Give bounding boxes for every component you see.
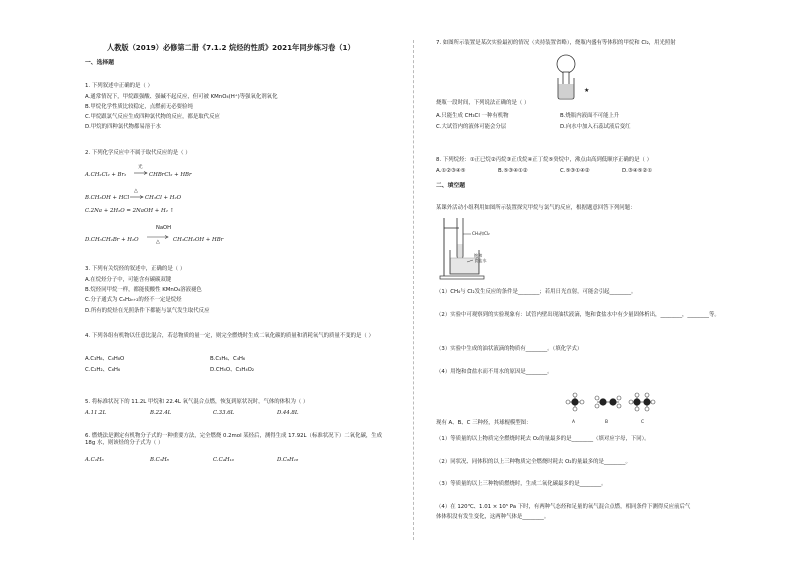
q5-option-d: D.44.8L bbox=[277, 410, 299, 416]
q9-stand-base bbox=[440, 276, 484, 279]
page-title: 人教版（2019）必修第二册《7.1.2 烷烃的性质》2021年同步练习卷（1） bbox=[107, 43, 355, 52]
q5-option-c: C.33.6L bbox=[213, 410, 235, 416]
q9-label-gas: CH₄和Cl₂ bbox=[472, 231, 490, 236]
q2-option-a-right: CHBrCl₂ + HBr bbox=[149, 172, 192, 178]
q6-option-a: A.C₂H₆ bbox=[85, 457, 104, 463]
q8-stem: 8. 下列烷烃：①正已烷②丙烷③正戊烷④正丁烷⑤癸烷中，沸点由高到低顺序正确的是（ ） bbox=[436, 157, 653, 163]
q3-option-a: A.在烷烃分子中，可能含有碳碳双键 bbox=[85, 277, 172, 283]
q3-option-d: D.所有的烷烃在光照条件下都能与氯气发生取代反应 bbox=[85, 308, 210, 314]
q2-option-d-condition: NaOH bbox=[156, 225, 172, 231]
q1-stem: 1. 下列叙述中正确的是（ ） bbox=[85, 83, 153, 89]
q10-part-4-line-2: 体体积没有发生变化，这两种气体是________。 bbox=[436, 514, 550, 520]
q2-option-d-left: D.CH₃CH₂Br + H₂O bbox=[85, 237, 139, 243]
q2-option-d-heat: △ bbox=[156, 239, 160, 245]
model-c bbox=[629, 393, 655, 411]
q7-flask bbox=[557, 55, 575, 73]
q7-stem bbox=[436, 100, 781, 107]
model-label-a: A bbox=[572, 420, 576, 425]
q2-option-b-right: CH₃Cl + H₂O bbox=[145, 195, 182, 201]
q2-option-d-right: CH₃CH₂OH + HBr bbox=[173, 237, 224, 243]
q8-option-d: D.③④⑤②① bbox=[622, 168, 653, 174]
q3-stem: 3. 下列有关烷烃的叙述中，正确的是（ ） bbox=[85, 266, 186, 272]
q2-option-a-condition: 光 bbox=[138, 165, 143, 170]
model-a bbox=[566, 393, 584, 411]
q9-tube-liquid bbox=[458, 244, 463, 258]
q1-option-c: C.甲烷跟氯气反应生成四种氯代物的反应，都是取代反应 bbox=[85, 114, 220, 120]
q6-option-b: B.C₃H₈ bbox=[150, 457, 169, 463]
q7-stem-text: 7. 如图所示装置是某次实验最初的情况（夹持装置省略），烧瓶内盛有等体积的甲烷和 Cl₂，用光照射 bbox=[436, 40, 676, 46]
q4-option-c: C.C₂H₂、C₆H₆ bbox=[85, 367, 121, 373]
q9-label-water-2: 食盐水 bbox=[474, 258, 487, 263]
q9-part-4: （4）用饱和食盐水而不用水的原因是________。 bbox=[436, 369, 553, 375]
q10-part-3: （3）等质量的以上三种物质燃烧时，生成二氧化碳最多的是________。 bbox=[436, 481, 607, 487]
q1-option-d: D.甲烷的四种氯代物都易溶于水 bbox=[85, 124, 161, 130]
q2-option-a-arrow bbox=[134, 171, 148, 175]
q6-option-c: C.C₄H₁₀ bbox=[213, 457, 234, 463]
q8-option-c: C.⑤③①④② bbox=[560, 168, 590, 174]
q2-option-b-arrow bbox=[130, 195, 144, 199]
q10-intro: 现有 A、B、C 三种烃，其球棍模型图： bbox=[436, 420, 532, 426]
q7-option-d: D.向水中加入石蕊试液后变红 bbox=[560, 124, 631, 130]
q5-option-a: A.11.2L bbox=[85, 410, 107, 416]
q7-stem-continued: 烧瓶一段时间，下列说法正确的是（ ） bbox=[436, 100, 530, 106]
right-column bbox=[436, 0, 781, 561]
section-heading-fill: 二、填空题 bbox=[436, 183, 465, 189]
q7-liquid bbox=[559, 84, 574, 98]
q2-option-b-condition: △ bbox=[134, 188, 138, 194]
q10-part-1: （1）等质量的以上物质完全燃烧时耗去 O₂的量最多的是________（填对应字母，下同）。 bbox=[436, 436, 650, 442]
q4-option-d: D.CH₄O、C₃H₄O₂ bbox=[210, 367, 255, 373]
q6-option-d: D.C₈H₁₈ bbox=[277, 457, 299, 463]
q2-option-a-left: A.CH₂Cl₂ + Br₂ bbox=[85, 172, 127, 178]
q8-option-b: B.⑤③④①② bbox=[498, 168, 528, 174]
q1-option-b: B.甲烷化学性质比较稳定，点燃前无必要验纯 bbox=[85, 104, 193, 110]
q5-stem: 5. 将标准状况下的 11.2L 甲烷和 22.4L 氧气混合点燃，恢复到原状况时，气体的体积为（ ） bbox=[85, 399, 309, 405]
q9-part-2: （2）实验中可观察到的实验现象有：试管内壁出现油状液滴，饱和食盐水中有少量固体析出，________，________等。 bbox=[436, 312, 720, 318]
q7-apparatus-figure bbox=[546, 51, 606, 99]
q4-stem: 4. 下列各组有机物以任意比混合，若总物质的量一定，则完全燃烧时生成二氧化碳的质量和消耗氧气的质量不变的是（ ） bbox=[85, 333, 374, 339]
model-b bbox=[595, 396, 621, 408]
q3-option-c: C.分子通式为 CₙH₂ₙ₊₂的烃不一定是烷烃 bbox=[85, 297, 182, 303]
q9-part-1: （1）CH₄与 Cl₂发生反应的条件是________；若用日光直射，可能会引起________。 bbox=[436, 289, 637, 295]
q2-stem: 2. 下列化学反应中不属于取代反应的是（ ） bbox=[85, 150, 191, 156]
column-divider bbox=[413, 40, 414, 540]
q8-option-a: A.①②③④⑤ bbox=[436, 168, 466, 174]
q9-intro: 某课外活动小组利用如图所示装置探究甲烷与氯气的反应，根据题意回答下列问题： bbox=[436, 205, 636, 211]
model-label-b: B bbox=[605, 420, 609, 425]
left-column bbox=[85, 0, 385, 561]
q2-option-c: C.2Na + 2H₂O = 2NaOH + H₂ ↑ bbox=[85, 208, 175, 214]
section-heading-choice: 一、选择题 bbox=[85, 60, 114, 66]
q7-option-b: B.烧瓶内液面不可能上升 bbox=[560, 113, 620, 119]
q10-models bbox=[561, 391, 661, 417]
q4-option-b: B.C₃H₆、C₄H₆ bbox=[210, 356, 246, 362]
q7-figure-star: ★ bbox=[584, 87, 590, 94]
model-label-c: C bbox=[641, 420, 645, 425]
q2-option-b-left: B.CH₃OH + HCl bbox=[85, 195, 130, 201]
q3-option-b: B.烷烃同甲烷一样，都能使酸性 KMnO₄溶液褪色 bbox=[85, 287, 202, 293]
q7-option-c: C.大试管内的液体可能会分层 bbox=[436, 124, 507, 130]
q7-option-a: A.只能生成 CH₃Cl 一种有机物 bbox=[436, 113, 509, 119]
q5-option-b: B.22.4L bbox=[150, 410, 172, 416]
q10-part-4-line-1: （4）在 120℃、1.01 × 10⁵ Pa 下时，有两种气态烃和足量的氧气混合点燃，相同条件下测得反应前后气 bbox=[436, 504, 691, 510]
q9-part-3: （3）实验中生成的油状液滴的物质有________。（填化学式） bbox=[436, 346, 583, 352]
q10-part-2: （2）同状况、同体积的以上三种物质完全燃烧时耗去 O₂的量最多的是________。 bbox=[436, 459, 631, 465]
q1-option-a: A.通常情况下，甲烷跟强酸、强碱不起反应，但可被 KMnO₄(H⁺)等强氧化剂氧化 bbox=[85, 94, 278, 100]
q9-label-water-1: 饱和 bbox=[474, 253, 483, 258]
q4-option-a: A.C₃H₈、C₄H₈O bbox=[85, 356, 125, 362]
q6-stem: 6. 燃烧法是测定有机物分子式的一种重要方法，完全燃烧 0.2mol 某烃后，测得生成 17.92L（标准状况下）二氧化碳，生成 18g 水，则该烃的分子式为（ ） bbox=[85, 433, 383, 446]
q9-apparatus-figure bbox=[439, 214, 509, 280]
